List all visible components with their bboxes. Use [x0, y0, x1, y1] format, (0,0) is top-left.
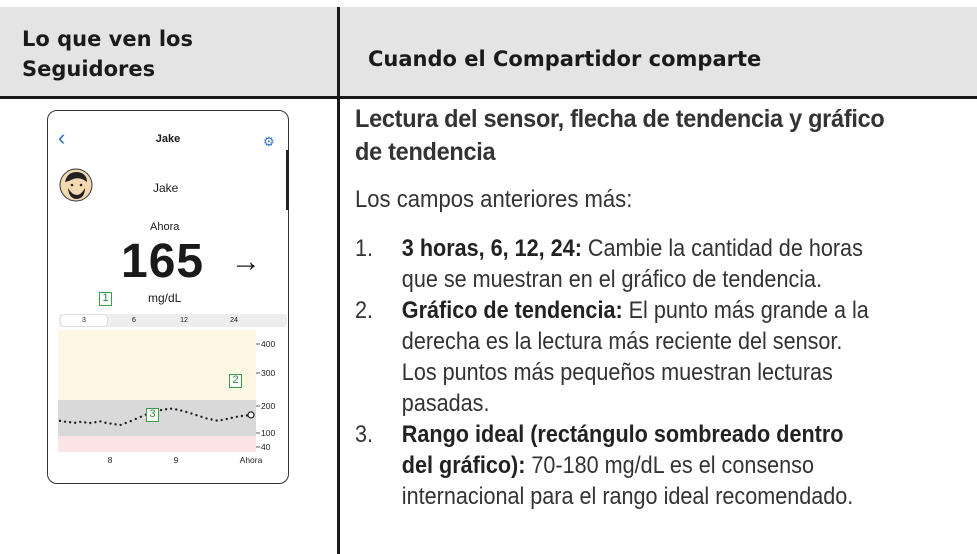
gear-icon[interactable]: ⚙ — [263, 134, 275, 149]
item-text: internacional para el rango ideal recomendado. — [401, 483, 854, 510]
reading-point — [140, 416, 142, 418]
list-item-2 — [355, 295, 869, 419]
y-tick-label: 300 — [261, 368, 276, 378]
phone-side-button — [286, 150, 289, 210]
reading-point — [200, 416, 202, 418]
item-term: Rango ideal (rectángulo sombreado dentro — [401, 421, 844, 448]
header-col2: Cuando el Compartidor comparte — [368, 47, 762, 71]
high-zone — [58, 330, 256, 400]
follower-name: Jake — [153, 181, 179, 195]
item-text: Los puntos más pequeños muestran lecturas — [401, 359, 833, 386]
reading-point — [124, 422, 126, 424]
item-term: 3 horas, 6, 12, 24: — [401, 235, 582, 262]
reading-point — [119, 424, 121, 426]
tab-12h[interactable]: 12 — [180, 317, 188, 324]
tab-24h[interactable]: 24 — [230, 317, 238, 324]
reading-point — [69, 421, 71, 423]
reading-point — [130, 420, 132, 422]
item-term: del gráfico): — [401, 452, 526, 479]
tab-6h[interactable]: 6 — [132, 317, 136, 324]
reading-point — [64, 420, 66, 422]
section-title-line2: de tendencia — [355, 138, 496, 166]
item-text: que se muestran en el gráfico de tendencia. — [401, 266, 823, 293]
reading-point — [160, 409, 162, 411]
reading-point — [109, 422, 111, 424]
section-title — [355, 103, 884, 169]
reading-point — [210, 418, 212, 420]
reading-point — [135, 418, 137, 420]
item-text: El punto más grande a la — [622, 297, 869, 324]
reading-point — [99, 420, 101, 422]
list-item-1 — [355, 233, 869, 295]
y-tick-label: 200 — [261, 401, 276, 411]
reading-point — [74, 422, 76, 424]
intro-text: Los campos anteriores más: — [355, 186, 633, 213]
latest-reading-point — [248, 412, 254, 418]
phone-screenshot — [47, 110, 289, 484]
callout-3: 3 — [146, 408, 159, 422]
reading-point — [165, 408, 167, 410]
reading-point — [104, 422, 106, 424]
header-col1-line1: Lo que ven los — [22, 27, 193, 51]
reading-point — [241, 415, 243, 417]
item-term: Gráfico de tendencia: — [401, 297, 623, 324]
reading-point — [215, 419, 217, 421]
item-text: pasadas. — [401, 390, 490, 417]
reading-point — [114, 423, 116, 425]
reading-point — [190, 412, 192, 414]
x-tick-label: Ahora — [239, 455, 263, 465]
reading-point — [175, 408, 177, 410]
x-tick-label: 9 — [173, 455, 179, 465]
section-title-line1: Lectura del sensor, flecha de tendencia y gráfico — [355, 105, 885, 133]
x-tick-label: 8 — [107, 455, 113, 465]
reading-point — [84, 421, 86, 423]
reading-point — [236, 416, 238, 418]
feature-list — [355, 233, 869, 512]
reading-point — [220, 419, 222, 421]
reading-point — [170, 408, 172, 410]
y-tick-label: 400 — [261, 339, 276, 349]
reading-point — [180, 409, 182, 411]
list-item-3 — [355, 419, 869, 512]
unit-label: mg/dL — [148, 291, 182, 305]
phone-title: Jake — [155, 133, 181, 145]
reading-point — [59, 420, 61, 422]
list-number: 2. — [355, 297, 374, 324]
callout-2: 2 — [229, 374, 242, 388]
chevron-left-icon[interactable]: ‹ — [58, 125, 66, 150]
reading-point — [79, 421, 81, 423]
reading-point — [185, 411, 187, 413]
list-number: 1. — [355, 235, 374, 262]
now-label: Ahora — [150, 221, 180, 233]
trend-chart — [48, 326, 288, 466]
list-number: 3. — [355, 421, 374, 448]
tab-3h[interactable]: 3 — [61, 315, 107, 326]
header-divider — [0, 96, 977, 99]
y-tick-label: 40 — [261, 442, 271, 452]
header-col1 — [22, 24, 193, 84]
avatar-icon — [59, 168, 93, 202]
trend-arrow-icon: → — [231, 245, 261, 278]
y-tick-label: 100 — [261, 428, 276, 438]
reading-point — [226, 418, 228, 420]
reading-point — [231, 417, 233, 419]
item-text: 70-180 mg/dL es el consenso — [525, 452, 814, 479]
low-zone — [58, 436, 256, 452]
item-text: derecha es la lectura más reciente del sensor. — [401, 328, 843, 355]
item-text: Cambie la cantidad de horas — [581, 235, 863, 262]
header-col1-line2: Seguidores — [22, 57, 156, 81]
column-divider — [337, 7, 340, 554]
reading-point — [195, 414, 197, 416]
reading-point — [94, 421, 96, 423]
reading-point — [205, 417, 207, 419]
reading-point — [89, 422, 91, 424]
callout-1: 1 — [99, 292, 112, 306]
glucose-reading: 165 — [121, 235, 205, 288]
